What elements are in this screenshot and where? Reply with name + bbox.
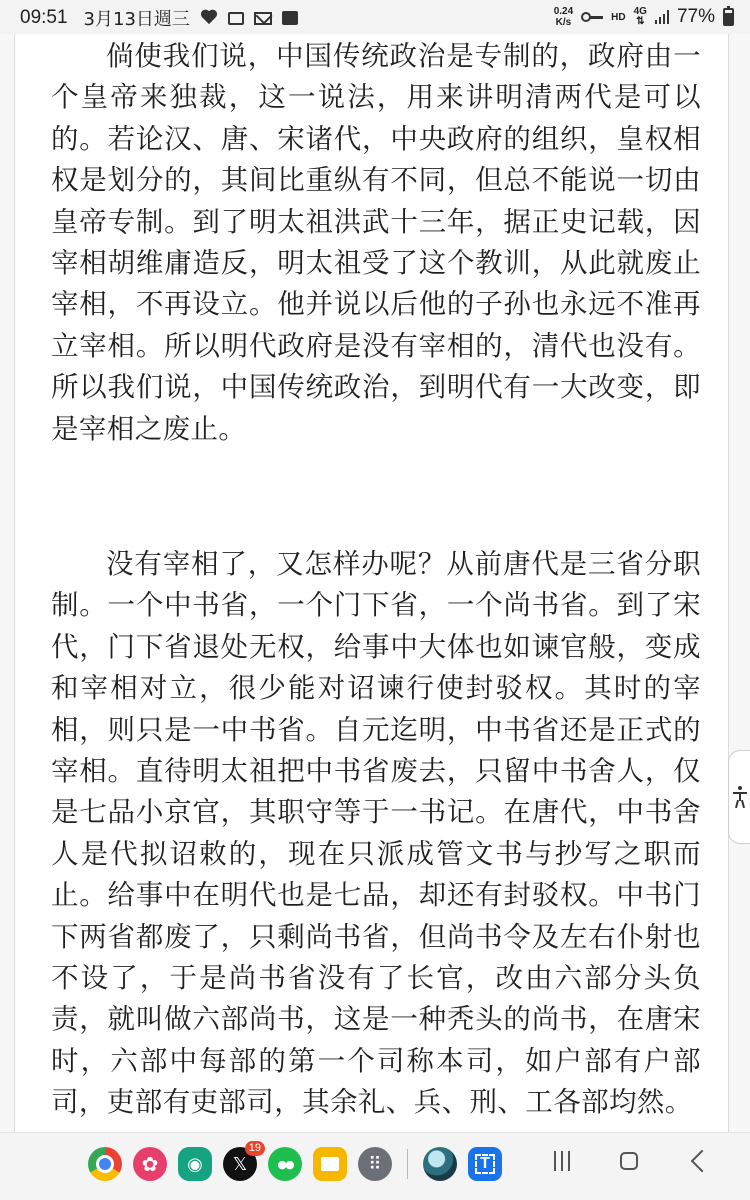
net-speed-value: 0.24 <box>553 6 574 17</box>
hd-label: HD <box>611 11 626 23</box>
clock: 09:51 <box>20 7 68 28</box>
x-icon[interactable] <box>223 1142 261 1181</box>
app-dock <box>88 1142 502 1181</box>
network-type <box>634 7 647 27</box>
status-bar <box>0 0 750 34</box>
chrome-icon[interactable] <box>88 1147 122 1181</box>
paragraph: 没有宰相了，又怎样办呢？从前唐代是三省分职制。一个中书省，一个门下省，一个尚书省。到了宋代，门下省退处无权，给事中大体也如谏官般，变成和宰相对立，很少能对诏谏行使封驳权。其时的宰相，则只是一中书省。自元迄明，中书省还是正式的宰相。直待明太祖把中书省废去，只留中书舍人，仅是七品小京官，其职守等于一书记。在唐代，中书舍人是代拟诏敕的，现在只派成管文书与抄写之职而止。给事中在明代也是七品，却还有封驳权。中书门下两省都废了，只剩尚书省，但尚书令及左右仆射也不设了，于是尚书省没有了长官，改由六部分头负责，就叫做六部尚书，这是一种秃头的尚书，在唐宋时，六部中每部的第一个司称本司，如户部有户部司，吏部有吏部司，其余礼、兵、刑、工各部均然。 <box>51 548 701 1119</box>
compass-icon[interactable] <box>178 1147 212 1181</box>
files-icon[interactable] <box>313 1147 347 1181</box>
recents-icon[interactable] <box>554 1151 570 1171</box>
navigation-bar <box>0 1132 750 1200</box>
app-grid-icon[interactable] <box>358 1147 392 1181</box>
back-icon[interactable] <box>691 1150 714 1173</box>
notification-badge: 19 <box>245 1141 265 1156</box>
status-left <box>20 6 298 30</box>
home-icon[interactable] <box>620 1152 638 1170</box>
vpn-key-icon <box>581 12 603 22</box>
dock-divider <box>407 1149 408 1179</box>
image-icon <box>282 11 298 25</box>
network-type-label: 4G <box>633 6 647 17</box>
flower-icon[interactable] <box>133 1147 167 1181</box>
mail-icon <box>254 12 272 25</box>
battery-percent: 77% <box>676 6 715 27</box>
data-arrows-icon: ⇅ <box>636 16 645 27</box>
notification-box-icon <box>228 12 244 25</box>
status-right <box>554 4 734 30</box>
heart-icon <box>200 10 218 26</box>
net-speed <box>554 6 573 28</box>
battery-icon <box>723 8 734 26</box>
accessibility-button[interactable] <box>728 750 750 844</box>
date: 3月13日週三 <box>83 9 190 30</box>
paragraph: 倘使我们说，中国传统政治是专制的，政府由一个皇帝来独裁，这一说法，用来讲明清两代是可以的。若论汉、唐、宋诸代，中央政府的组织，皇权相权是划分的，其间比重纵有不同，但总不能说一切由皇帝专制。到了明太祖洪武十三年，据正史记载，因宰相胡维庸造反，明太祖受了这个教训，从此就废止宰相，不再设立。他并说以后他的子孙也永远不准再立宰相。所以明代政府是没有宰相的，清代也没有。所以我们说，中国传统政治，到明代有一大改变，即是宰相之废止。 <box>51 40 701 445</box>
reader-area[interactable] <box>0 34 750 1132</box>
system-navigation <box>554 1151 710 1171</box>
signal-icon <box>655 10 669 24</box>
page-card <box>14 34 729 1132</box>
wechat-icon[interactable] <box>268 1147 302 1181</box>
translate-icon[interactable] <box>468 1147 502 1181</box>
moon-icon[interactable] <box>423 1147 457 1181</box>
net-speed-unit: K/s <box>555 17 572 28</box>
accessibility-icon <box>733 786 747 808</box>
